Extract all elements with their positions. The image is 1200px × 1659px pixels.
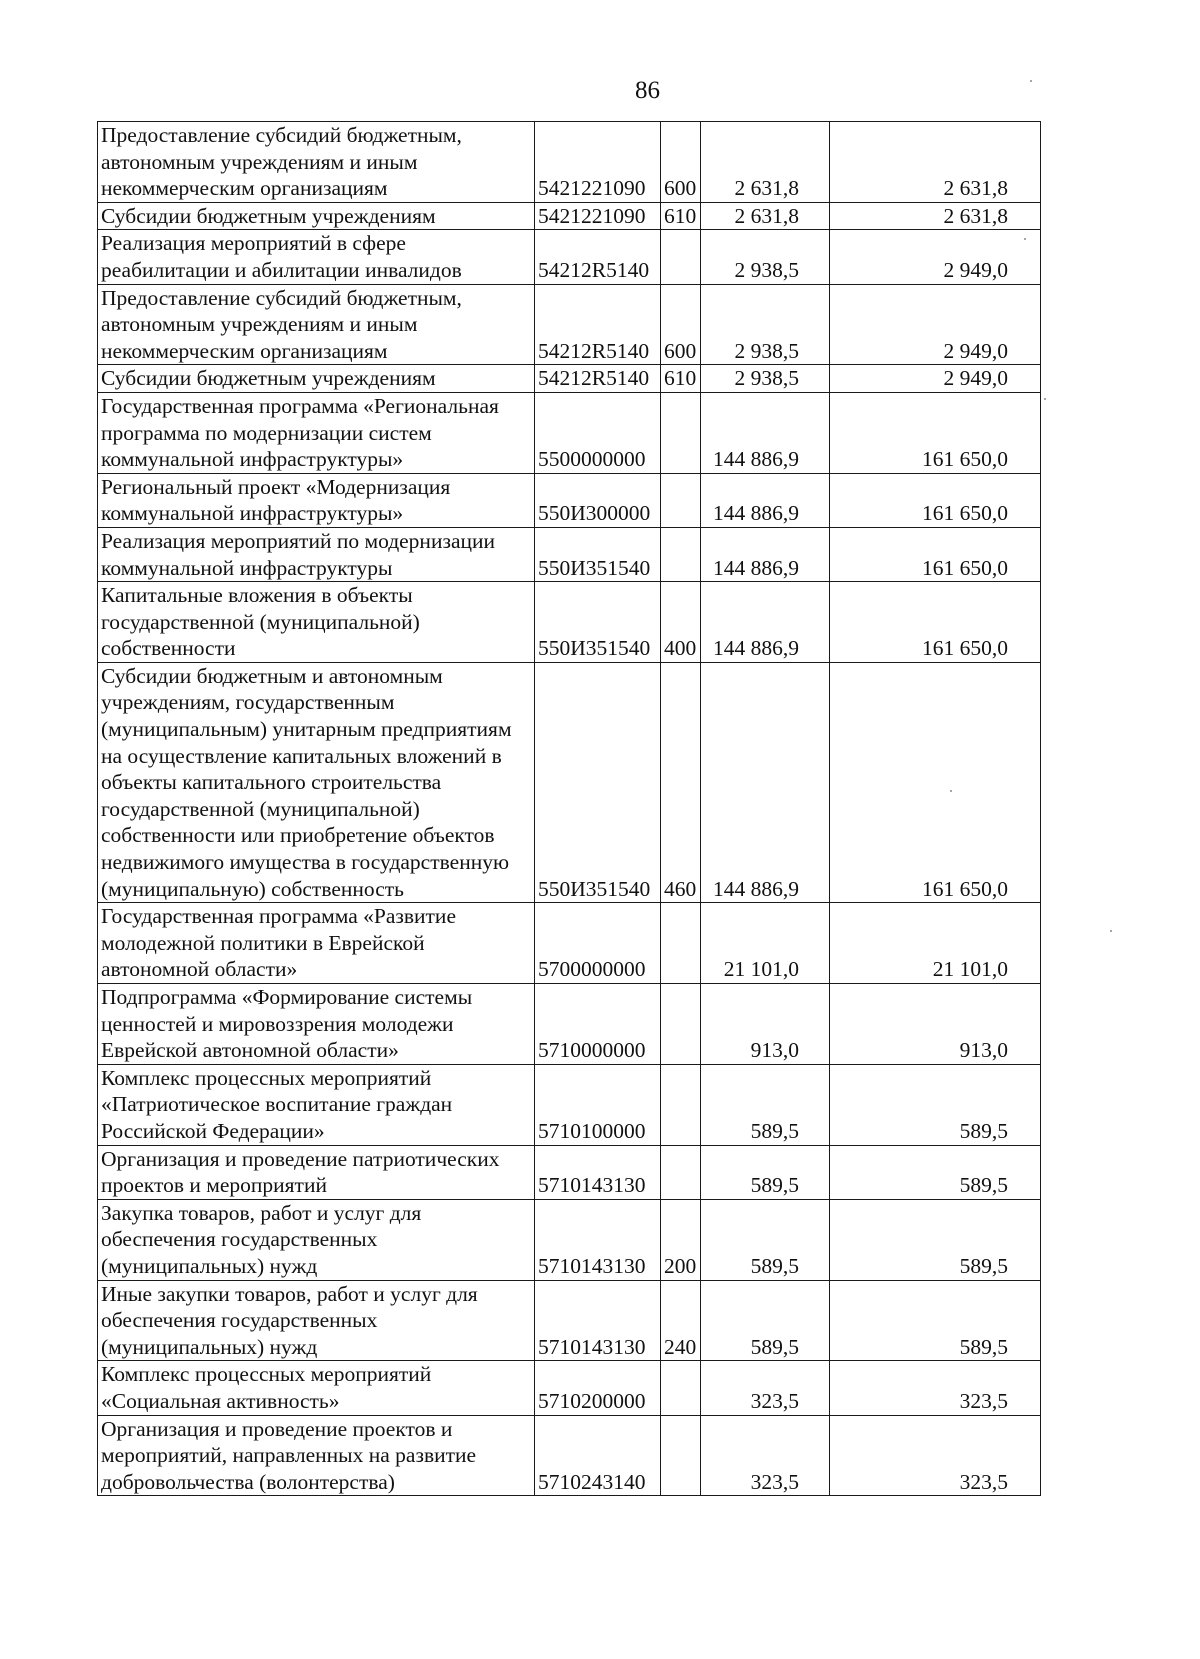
table-row (98, 230, 1041, 284)
row-name-line: учреждениям, государственным (101, 690, 395, 715)
table-row (98, 1415, 1041, 1496)
value-cell-2: 2 949,0 (830, 230, 1041, 284)
code-cell: 5421221090 (535, 202, 661, 230)
row-name-line: автономным учреждениям и иным (101, 312, 418, 337)
code-cell: 5710143130 (535, 1199, 661, 1280)
type-cell (661, 392, 701, 473)
row-name-line: Подпрограмма «Формирование системы (101, 985, 473, 1009)
scan-speck (1030, 80, 1032, 82)
code-cell: 5710143130 (535, 1145, 661, 1199)
row-name-line: «Патриотическое воспитание граждан (101, 1092, 453, 1117)
value-cell-2: 21 101,0 (830, 903, 1041, 984)
code-cell: 550И351540 (535, 527, 661, 581)
value-cell-1: 589,5 (701, 1280, 830, 1361)
type-cell: 600 (661, 122, 701, 203)
type-cell (661, 1361, 701, 1415)
value-cell-1: 2 938,5 (701, 230, 830, 284)
code-cell: 5500000000 (535, 392, 661, 473)
row-name-line: Субсидии бюджетным учреждениям (101, 366, 436, 391)
row-name-line: Комплекс процессных мероприятий (101, 1065, 432, 1090)
row-name-line: коммунальной инфраструктуры» (101, 447, 404, 472)
value-cell-2: 2 949,0 (830, 284, 1041, 365)
value-cell-2: 913,0 (830, 984, 1041, 1065)
row-name-line: на осуществление капитальных вложений в (101, 743, 502, 768)
value-cell-2: 161 650,0 (830, 662, 1041, 902)
row-name-line: Капитальные вложения в объекты (101, 583, 413, 608)
row-name-line: реабилитации и абилитации инвалидов (101, 257, 462, 282)
value-cell-1: 323,5 (701, 1361, 830, 1415)
row-name-line: государственной (муниципальной) (101, 609, 420, 634)
code-cell: 5700000000 (535, 903, 661, 984)
code-cell: 5710200000 (535, 1361, 661, 1415)
type-cell (661, 903, 701, 984)
table-row (98, 202, 1041, 230)
table-row (98, 1199, 1041, 1280)
row-name-cell (98, 473, 535, 527)
row-name-cell (98, 122, 535, 203)
type-cell: 240 (661, 1280, 701, 1361)
row-name-line: Государственная программа «Региональная (101, 393, 499, 418)
type-cell (661, 1145, 701, 1199)
table-row (98, 1361, 1041, 1415)
row-name-line: обеспечения государственных (101, 1308, 378, 1333)
row-name-line: автономной области» (101, 957, 298, 982)
value-cell-2: 161 650,0 (830, 582, 1041, 663)
value-cell-2: 161 650,0 (830, 392, 1041, 473)
value-cell-2: 589,5 (830, 1064, 1041, 1145)
code-cell: 54212R5140 (535, 230, 661, 284)
code-cell: 54212R5140 (535, 284, 661, 365)
row-name-line: объекты капитального строительства (101, 770, 442, 795)
type-cell (661, 527, 701, 581)
value-cell-1: 589,5 (701, 1199, 830, 1280)
value-cell-2: 161 650,0 (830, 473, 1041, 527)
row-name-line: (муниципальным) унитарным предприятиям (101, 717, 512, 742)
value-cell-1: 144 886,9 (701, 473, 830, 527)
value-cell-2: 323,5 (830, 1415, 1041, 1496)
row-name-line: программа по модернизации систем (101, 420, 432, 445)
row-name-line: недвижимого имущества в государственную (101, 850, 510, 875)
row-name-line: собственности (101, 636, 236, 661)
row-name-line: (муниципальных) нужд (101, 1334, 318, 1359)
value-cell-2: 323,5 (830, 1361, 1041, 1415)
row-name-line: коммунальной инфраструктуры» (101, 501, 404, 526)
budget-table (97, 121, 1041, 1496)
value-cell-1: 144 886,9 (701, 582, 830, 663)
table-row (98, 527, 1041, 581)
row-name-line: государственной (муниципальной) (101, 796, 420, 821)
row-name-line: Иные закупки товаров, работ и услуг для (101, 1281, 478, 1306)
row-name-line: добровольчества (волонтерства) (101, 1469, 395, 1494)
scan-speck (1024, 238, 1026, 240)
scan-speck (950, 790, 952, 792)
row-name-line: Субсидии бюджетным и автономным (101, 663, 443, 688)
value-cell-2: 589,5 (830, 1145, 1041, 1199)
value-cell-2: 2 631,8 (830, 202, 1041, 230)
table-row (98, 662, 1041, 902)
row-name-cell (98, 582, 535, 663)
row-name-cell (98, 1415, 535, 1496)
value-cell-2: 2 631,8 (830, 122, 1041, 203)
row-name-line: Реализация мероприятий по модернизации (101, 528, 496, 553)
row-name-line: молодежной политики в Еврейской (101, 930, 425, 955)
row-name-line: Региональный проект «Модернизация (101, 474, 451, 499)
row-name-line: (муниципальных) нужд (101, 1253, 318, 1278)
row-name-cell (98, 1145, 535, 1199)
code-cell: 5710243140 (535, 1415, 661, 1496)
type-cell: 610 (661, 365, 701, 393)
row-name-cell (98, 1064, 535, 1145)
row-name-line: Предоставление субсидий бюджетным, (101, 285, 462, 310)
code-cell: 5421221090 (535, 122, 661, 203)
table-row (98, 582, 1041, 663)
budget-table-body (98, 122, 1041, 1496)
row-name-cell (98, 984, 535, 1065)
value-cell-1: 589,5 (701, 1145, 830, 1199)
row-name-line: Еврейской автономной области» (101, 1038, 399, 1063)
type-cell (661, 1415, 701, 1496)
value-cell-1: 913,0 (701, 984, 830, 1065)
type-cell (661, 984, 701, 1065)
type-cell: 400 (661, 582, 701, 663)
row-name-line: собственности или приобретение объектов (101, 823, 495, 848)
row-name-line: обеспечения государственных (101, 1227, 378, 1252)
code-cell: 550И300000 (535, 473, 661, 527)
value-cell-1: 21 101,0 (701, 903, 830, 984)
page-number: 86 (635, 77, 660, 104)
code-cell: 54212R5140 (535, 365, 661, 393)
scan-speck (1044, 398, 1046, 400)
row-name-line: некоммерческим организациям (101, 176, 388, 201)
row-name-cell (98, 1361, 535, 1415)
value-cell-1: 589,5 (701, 1064, 830, 1145)
row-name-cell (98, 903, 535, 984)
value-cell-2: 589,5 (830, 1199, 1041, 1280)
code-cell: 5710143130 (535, 1280, 661, 1361)
type-cell (661, 230, 701, 284)
table-row (98, 1280, 1041, 1361)
row-name-line: Субсидии бюджетным учреждениям (101, 203, 436, 228)
value-cell-1: 2 631,8 (701, 122, 830, 203)
row-name-cell (98, 1280, 535, 1361)
row-name-cell (98, 662, 535, 902)
row-name-line: Государственная программа «Развитие (101, 904, 456, 929)
table-row (98, 284, 1041, 365)
row-name-cell (98, 527, 535, 581)
type-cell: 610 (661, 202, 701, 230)
value-cell-1: 144 886,9 (701, 527, 830, 581)
value-cell-2: 161 650,0 (830, 527, 1041, 581)
code-cell: 550И351540 (535, 662, 661, 902)
table-row (98, 392, 1041, 473)
row-name-line: Закупка товаров, работ и услуг для (101, 1200, 422, 1225)
row-name-cell (98, 392, 535, 473)
code-cell: 550И351540 (535, 582, 661, 663)
value-cell-1: 2 631,8 (701, 202, 830, 230)
row-name-line: Российской Федерации» (101, 1118, 325, 1143)
type-cell: 460 (661, 662, 701, 902)
value-cell-1: 323,5 (701, 1415, 830, 1496)
row-name-line: автономным учреждениям и иным (101, 149, 418, 174)
type-cell: 600 (661, 284, 701, 365)
row-name-line: Предоставление субсидий бюджетным, (101, 123, 462, 147)
row-name-line: коммунальной инфраструктуры (101, 555, 393, 580)
value-cell-1: 144 886,9 (701, 392, 830, 473)
code-cell: 5710100000 (535, 1064, 661, 1145)
row-name-line: Комплекс процессных мероприятий (101, 1362, 432, 1387)
scan-speck (1110, 930, 1112, 932)
row-name-line: мероприятий, направленных на развитие (101, 1443, 477, 1468)
table-row (98, 473, 1041, 527)
table-row (98, 122, 1041, 203)
table-row (98, 365, 1041, 393)
value-cell-2: 2 949,0 (830, 365, 1041, 393)
value-cell-1: 2 938,5 (701, 365, 830, 393)
table-row (98, 903, 1041, 984)
row-name-line: некоммерческим организациям (101, 338, 388, 363)
row-name-cell (98, 202, 535, 230)
row-name-cell (98, 284, 535, 365)
type-cell (661, 1064, 701, 1145)
type-cell: 200 (661, 1199, 701, 1280)
value-cell-1: 2 938,5 (701, 284, 830, 365)
row-name-line: (муниципальную) собственность (101, 876, 404, 901)
row-name-line: «Социальная активность» (101, 1388, 340, 1413)
code-cell: 5710000000 (535, 984, 661, 1065)
row-name-cell (98, 365, 535, 393)
type-cell (661, 473, 701, 527)
row-name-cell (98, 230, 535, 284)
row-name-line: Организация и проведение проектов и (101, 1416, 453, 1441)
table-row (98, 984, 1041, 1065)
row-name-line: Организация и проведение патриотических (101, 1146, 500, 1171)
row-name-line: ценностей и мировоззрения молодежи (101, 1011, 454, 1036)
value-cell-1: 144 886,9 (701, 662, 830, 902)
table-row (98, 1145, 1041, 1199)
row-name-line: проектов и мероприятий (101, 1173, 327, 1198)
row-name-line: Реализация мероприятий в сфере (101, 231, 406, 256)
value-cell-2: 589,5 (830, 1280, 1041, 1361)
table-row (98, 1064, 1041, 1145)
row-name-cell (98, 1199, 535, 1280)
